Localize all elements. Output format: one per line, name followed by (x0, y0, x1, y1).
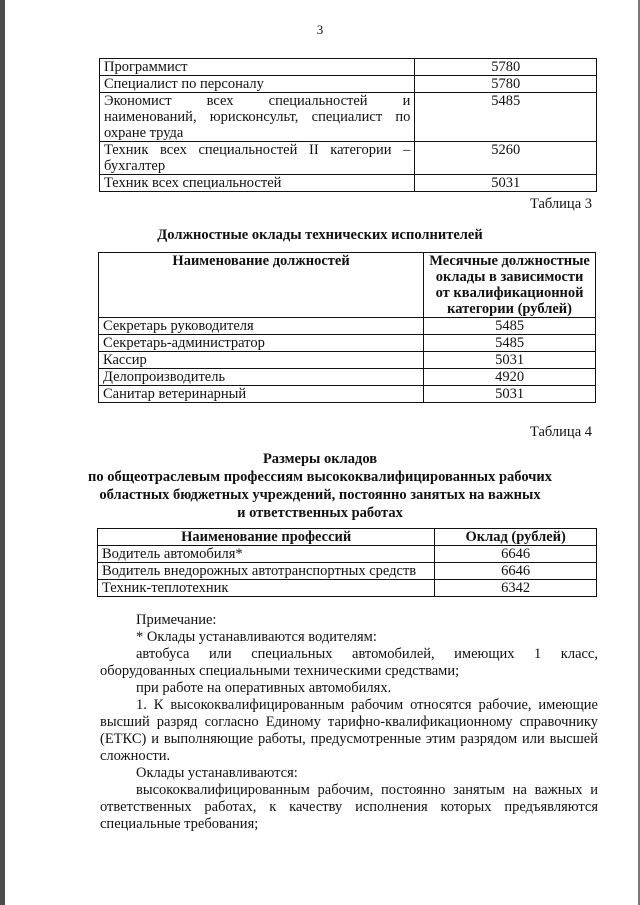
notes-paragraph: автобуса или специальных автомобилей, имеющих 1 класс, оборудованных специальными техническими средствами; (100, 646, 598, 679)
position-cell: Делопроизводитель (99, 369, 424, 386)
table-row (99, 352, 596, 369)
table-row (98, 546, 597, 563)
salary-cell: 6342 (435, 580, 597, 597)
table-4-title-line: Размеры окладов (262, 451, 378, 467)
notes-paragraph: высококвалифицированным рабочим, постоянно занятым на важных и ответственных работах, к качеству исполнения которых предъявляются специальные требования; (100, 782, 598, 832)
salary-cell: 5485 (415, 93, 597, 142)
notes-section (100, 612, 598, 833)
table-3 (98, 252, 596, 403)
table-row (100, 76, 597, 93)
position-cell: Секретарь руководителя (99, 318, 424, 335)
salary-cell: 5031 (415, 175, 597, 192)
salary-cell: 5031 (424, 386, 596, 403)
column-header: Оклад (рублей) (435, 529, 597, 546)
table-4-label: Таблица 4 (529, 424, 592, 440)
salary-cell: 5780 (415, 59, 597, 76)
position-cell: Техник всех специальностей (100, 175, 415, 192)
salary-cell: 6646 (435, 546, 597, 563)
page-number: 3 (316, 22, 324, 37)
table-row (100, 59, 597, 76)
notes-star-line: * Оклады устанавливаются водителям: (136, 629, 377, 645)
table-row (99, 318, 596, 335)
profession-cell: Водитель внедорожных автотранспортных средств (98, 563, 435, 580)
notes-heading: Примечание: (136, 612, 217, 628)
position-cell: Специалист по персоналу (100, 76, 415, 93)
table-4-title-line: по общеотраслевым профессиям высококвалифицированных рабочих (88, 469, 552, 485)
notes-paragraph: 1. К высококвалифицированным рабочим относятся рабочие, имеющие высший разряд согласно Единому тарифно-квалификационному справочнику (ЕТКС) и выполняющие работы, предусмотренные этим разрядом или высшей сложности. (100, 697, 598, 764)
table-3-label: Таблица 3 (529, 196, 592, 212)
table-4-title (0, 450, 640, 522)
table-4-title-line: областных бюджетных учреждений, постоянно занятых на важных (99, 487, 541, 503)
position-cell: Техник всех специальностей II категории – бухгалтер (100, 142, 415, 175)
table-row (99, 335, 596, 352)
table-row (99, 386, 596, 403)
salary-cell: 4920 (424, 369, 596, 386)
table-2-continuation (99, 58, 597, 192)
table-row (98, 580, 597, 597)
salary-cell: 5485 (424, 318, 596, 335)
table-row (100, 93, 597, 142)
table-row (100, 175, 597, 192)
salary-cell: 6646 (435, 563, 597, 580)
table-4-title-line: и ответственных работах (237, 505, 403, 521)
position-cell: Санитар ветеринарный (99, 386, 424, 403)
column-header: Наименование должностей (99, 253, 424, 318)
position-cell: Кассир (99, 352, 424, 369)
column-header: Месячные должностные оклады в зависимости от квалификационной категории (рублей) (424, 253, 596, 318)
table-4 (97, 528, 597, 597)
table-row (99, 369, 596, 386)
notes-paragraph: Оклады устанавливаются: (136, 765, 298, 781)
notes-paragraph: при работе на оперативных автомобилях. (136, 680, 392, 696)
profession-cell: Водитель автомобиля* (98, 546, 435, 563)
salary-cell: 5780 (415, 76, 597, 93)
salary-cell: 5260 (415, 142, 597, 175)
table-row (98, 563, 597, 580)
position-cell: Экономист всех специальностей и наименований, юрисконсульт, специалист по охране труда (100, 93, 415, 142)
table-header-row (99, 253, 596, 318)
position-cell: Секретарь-администратор (99, 335, 424, 352)
table-header-row (98, 529, 597, 546)
table-row (100, 142, 597, 175)
column-header: Наименование профессий (98, 529, 435, 546)
salary-cell: 5485 (424, 335, 596, 352)
table-3-title: Должностные оклады технических исполнителей (157, 227, 483, 243)
salary-cell: 5031 (424, 352, 596, 369)
position-cell: Программист (100, 59, 415, 76)
profession-cell: Техник-теплотехник (98, 580, 435, 597)
